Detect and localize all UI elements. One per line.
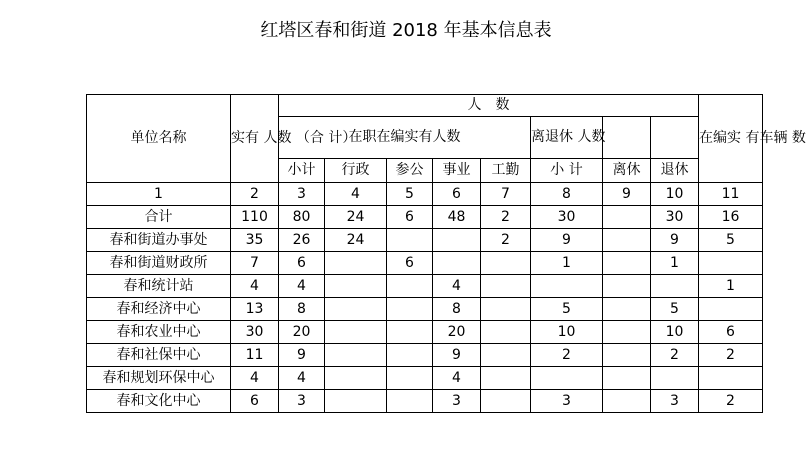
table-cell	[603, 275, 651, 298]
table-cell: 7	[231, 252, 279, 275]
table-cell: 24	[325, 229, 387, 252]
header-retired-group: 离退休 人数	[531, 117, 603, 159]
table-cell: 3	[651, 390, 699, 413]
table-cell	[603, 390, 651, 413]
header-lixiu: 离休	[603, 159, 651, 183]
table-cell: 6	[231, 390, 279, 413]
row-label-cell: 春和规划环保中心	[87, 367, 231, 390]
table-row	[87, 298, 763, 321]
table-row	[87, 229, 763, 252]
table-cell: 5	[699, 229, 763, 252]
table-cell	[325, 275, 387, 298]
table-cell: 30	[231, 321, 279, 344]
table-cell	[699, 252, 763, 275]
table-cell	[481, 390, 531, 413]
table-cell: 10	[651, 321, 699, 344]
table-cell: 5	[651, 298, 699, 321]
table-cell: 6	[279, 252, 325, 275]
table-cell: 6	[433, 183, 481, 206]
table-cell: 8	[531, 183, 603, 206]
row-label-cell: 春和经济中心	[87, 298, 231, 321]
table-cell: 9	[651, 229, 699, 252]
table-cell	[651, 275, 699, 298]
table-cell: 3	[279, 183, 325, 206]
table-cell: 6	[387, 206, 433, 229]
table-cell: 11	[699, 183, 763, 206]
table-cell	[481, 367, 531, 390]
table-row	[87, 344, 763, 367]
table-cell: 3	[279, 390, 325, 413]
row-label-cell: 1	[87, 183, 231, 206]
table-cell: 30	[651, 206, 699, 229]
table-cell: 4	[279, 367, 325, 390]
table-cell: 1	[651, 252, 699, 275]
header-onjob-group: 在职在编实有人数	[279, 117, 531, 159]
table-cell	[387, 298, 433, 321]
table-cell	[325, 298, 387, 321]
table-cell: 2	[481, 229, 531, 252]
header-admin: 行政	[325, 159, 387, 183]
table-cell	[603, 298, 651, 321]
header-subtotal: 小计	[279, 159, 325, 183]
table-cell: 5	[387, 183, 433, 206]
table-cell	[481, 344, 531, 367]
table-cell	[325, 321, 387, 344]
table-cell: 11	[231, 344, 279, 367]
table-cell: 4	[231, 275, 279, 298]
table-cell	[651, 367, 699, 390]
table-cell: 6	[387, 252, 433, 275]
table-cell	[603, 206, 651, 229]
table-cell: 20	[279, 321, 325, 344]
row-label-cell: 春和文化中心	[87, 390, 231, 413]
table-cell: 2	[699, 390, 763, 413]
header-institution: 事业	[433, 159, 481, 183]
row-label-cell: 春和街道财政所	[87, 252, 231, 275]
table-cell	[481, 275, 531, 298]
table-cell	[387, 321, 433, 344]
table-cell: 4	[433, 275, 481, 298]
table-cell	[387, 367, 433, 390]
basic-info-table	[86, 94, 806, 413]
table-cell: 5	[531, 298, 603, 321]
table-cell	[603, 252, 651, 275]
table-row	[87, 206, 763, 229]
table-cell: 7	[481, 183, 531, 206]
table-cell: 35	[231, 229, 279, 252]
header-retired-subtotal: 小 计	[531, 159, 603, 183]
table-cell	[325, 344, 387, 367]
table-cell	[531, 275, 603, 298]
table-cell: 4	[279, 275, 325, 298]
table-cell: 16	[699, 206, 763, 229]
table-cell	[481, 321, 531, 344]
row-label-cell: 春和社保中心	[87, 344, 231, 367]
table-cell	[531, 367, 603, 390]
table-body	[87, 183, 763, 413]
page-title: 红塔区春和街道 2018 年基本信息表	[260, 20, 552, 41]
table-cell: 80	[279, 206, 325, 229]
header-blank-tuixiu	[651, 117, 699, 159]
table-cell: 20	[433, 321, 481, 344]
header-people: 人 数	[279, 95, 699, 117]
table-cell: 1	[531, 252, 603, 275]
table-cell: 3	[433, 390, 481, 413]
header-civil: 参公	[387, 159, 433, 183]
table-cell: 2	[231, 183, 279, 206]
table-cell	[387, 275, 433, 298]
table-cell	[325, 367, 387, 390]
table-row	[87, 321, 763, 344]
table-cell	[433, 229, 481, 252]
table-header	[87, 95, 806, 183]
header-blank-lixiu	[603, 117, 651, 159]
table-cell	[387, 229, 433, 252]
table-cell: 9	[603, 183, 651, 206]
table-cell: 10	[651, 183, 699, 206]
table-cell: 8	[279, 298, 325, 321]
table-cell	[387, 390, 433, 413]
header-tuixiu: 退休	[651, 159, 699, 183]
row-label-cell: 春和农业中心	[87, 321, 231, 344]
table-cell	[699, 298, 763, 321]
table-cell	[699, 367, 763, 390]
table-cell: 2	[699, 344, 763, 367]
header-actual-total: 实有 人数 （合 计）	[231, 95, 279, 183]
table-row	[87, 252, 763, 275]
table-cell	[603, 367, 651, 390]
table-cell: 9	[433, 344, 481, 367]
table-cell	[433, 252, 481, 275]
table-cell: 30	[531, 206, 603, 229]
table-cell: 1	[699, 275, 763, 298]
table-cell: 2	[481, 206, 531, 229]
table-row	[87, 275, 763, 298]
table-cell: 48	[433, 206, 481, 229]
table-cell: 4	[231, 367, 279, 390]
table-cell: 10	[531, 321, 603, 344]
header-vehicles: 在编实 有车辆 数	[699, 95, 763, 183]
table-cell: 3	[531, 390, 603, 413]
table-cell	[481, 252, 531, 275]
table-cell: 13	[231, 298, 279, 321]
table-cell: 4	[325, 183, 387, 206]
table-row	[87, 367, 763, 390]
row-label-cell: 合计	[87, 206, 231, 229]
table-cell: 6	[699, 321, 763, 344]
table-cell: 9	[531, 229, 603, 252]
row-label-cell: 春和街道办事处	[87, 229, 231, 252]
table-cell: 2	[531, 344, 603, 367]
header-unit-name: 单位名称	[87, 95, 231, 183]
table-cell	[387, 344, 433, 367]
table-cell	[325, 252, 387, 275]
table-cell: 26	[279, 229, 325, 252]
table-cell: 8	[433, 298, 481, 321]
table-cell	[603, 321, 651, 344]
header-worker: 工勤	[481, 159, 531, 183]
column-number-row	[87, 183, 763, 206]
table-cell: 4	[433, 367, 481, 390]
table-cell	[603, 344, 651, 367]
row-label-cell: 春和统计站	[87, 275, 231, 298]
table-row	[87, 390, 763, 413]
table-cell: 9	[279, 344, 325, 367]
table-cell: 2	[651, 344, 699, 367]
table-cell: 24	[325, 206, 387, 229]
table-cell	[325, 390, 387, 413]
table-cell	[481, 298, 531, 321]
table-cell	[603, 229, 651, 252]
table-cell: 110	[231, 206, 279, 229]
